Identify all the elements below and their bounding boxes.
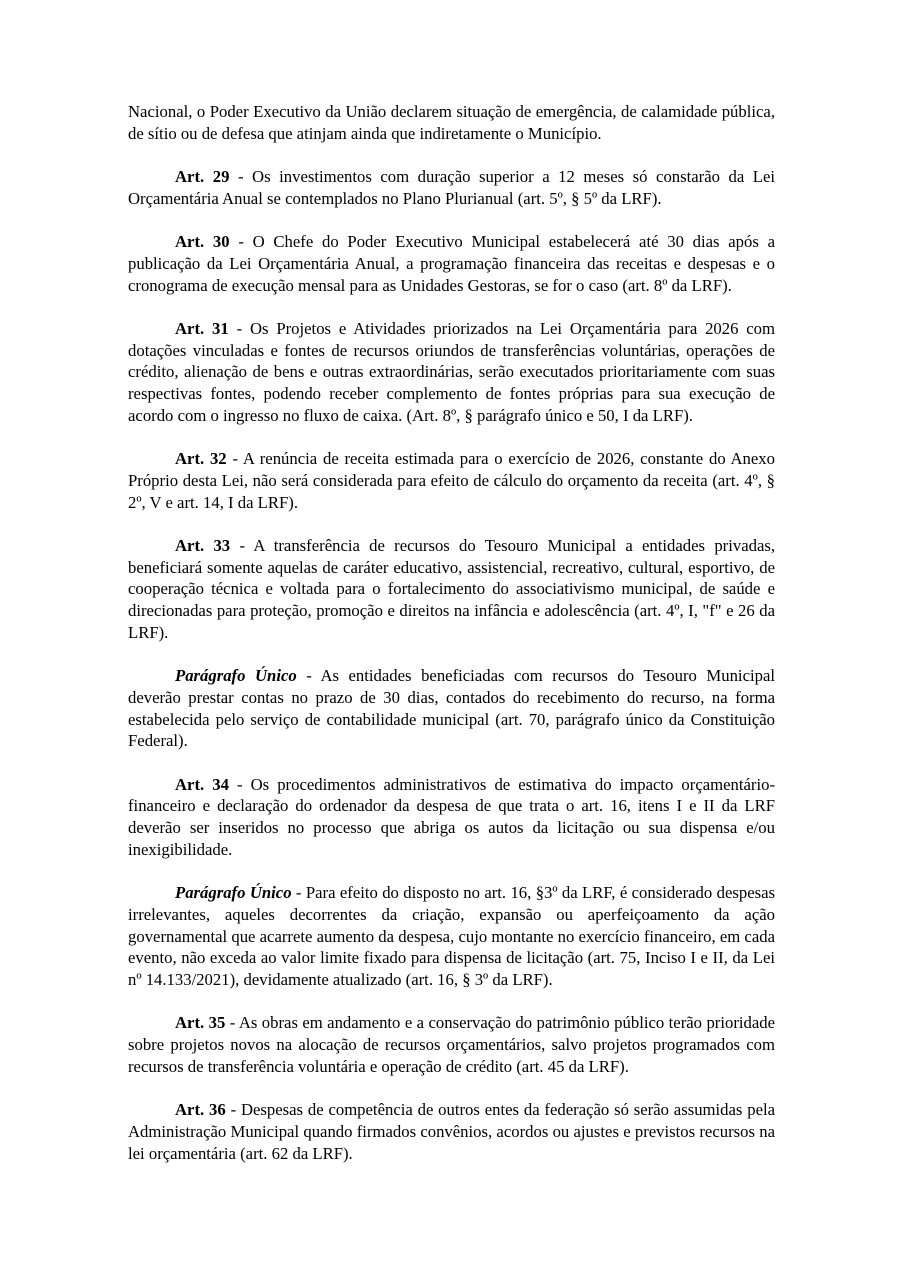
paragraph-paragrafo-unico-1 [128,665,775,752]
paragraph-text: - Os investimentos com duração superior a 12 meses só constarão da Lei Orçamentária Anual se contemplados no Plano Plurianual (art. 5º, § 5º da LRF). [128,167,776,208]
paragraph-art-32 [128,448,775,513]
paragraph-paragrafo-unico-2 [128,882,775,991]
paragraph-art-36 [128,1099,775,1164]
paragraph-text: - Para efeito do disposto no art. 16, §3º da LRF, é considerado despesas irrelevantes, aqueles decorrentes da criação, expansão ou aperfeiçoamento da ação governamental que acarrete aumento da despesa, cujo montante no exercício financeiro, em cada evento, não exceda ao valor limite fixado para dispensa de licitação (art. 75, Inciso I e II, da Lei nº 14.133/2021), devidamente atualizado (art. 16, § 3º da LRF). [128,883,776,989]
article-label-art-32: Art. 32 [175,449,227,469]
paragraph-art-33 [128,535,775,644]
paragraph-art-35 [128,1012,775,1077]
article-label-art-30: Art. 30 [175,232,230,252]
article-label-art-34: Art. 34 [175,774,229,794]
paragraph-text: - Os Projetos e Atividades priorizados na Lei Orçamentária para 2026 com dotações vinculadas e fontes de recursos oriundos de transferências voluntárias, operações de crédito, alienação de bens e outras extraordinárias, serão executados prioritariamente com suas respectivas fontes, podendo receber complemento de fontes próprias para sua execução de acordo com o ingresso no fluxo de caixa. (Art. 8º, § parágrafo único e 50, I da LRF). [128,318,776,425]
paragraph-art-29 [128,166,775,209]
paragrafo-unico-label: Parágrafo Único [175,666,297,686]
paragraph-text: - Despesas de competência de outros entes da federação só serão assumidas pela Administração Municipal quando firmados convênios, acordos ou ajustes e previstos recursos na lei orçamentária (art. 62 da LRF). [128,1100,776,1163]
paragraph-art-34 [128,774,775,861]
paragraph-text: - A renúncia de receita estimada para o exercício de 2026, constante do Anexo Próprio desta Lei, não será considerada para efeito de cálculo do orçamento da receita (art. 4º, § 2º, V e art. 14, I da LRF). [128,449,775,512]
paragraph-text: Nacional, o Poder Executivo da União declarem situação de emergência, de calamidade pública, de sítio ou de defesa que atinjam ainda que indiretamente o Município. [128,102,775,143]
paragraph-text: - As obras em andamento e a conservação do patrimônio público terão prioridade sobre projetos novos na alocação de recursos orçamentários, salvo projetos programados com recursos de transferência voluntária e operação de crédito (art. 45 da LRF). [128,1013,776,1076]
paragraph-text: - O Chefe do Poder Executivo Municipal estabelecerá até 30 dias após a publicação da Lei Orçamentária Anual, a programação financeira das receitas e despesas e o cronograma de execução mensal para as Unidades Gestoras, se for o caso (art. 8º da LRF). [128,232,775,295]
paragraph-text: - A transferência de recursos do Tesouro Municipal a entidades privadas, beneficiará somente aquelas de caráter educativo, assistencial, recreativo, cultural, esportivo, de cooperação técnica e voltada para o fortalecimento do associativismo municipal, de saúde e direcionadas para proteção, promoção e direitos na infância e adolescência (art. 4º, I, "f" e 26 da LRF). [128,535,776,642]
paragraph-art-31 [128,318,775,427]
article-label-art-36: Art. 36 [175,1100,226,1120]
article-label-art-33: Art. 33 [175,535,231,555]
paragrafo-unico-label: Parágrafo Único [175,883,292,903]
article-label-art-31: Art. 31 [175,318,229,338]
paragraph-continuation [128,101,775,144]
paragraph-art-30 [128,231,775,296]
paragraph-text: - Os procedimentos administrativos de estimativa do impacto orçamentário-financeiro e declaração do ordenador da despesa de que trata o art. 16, itens I e II da LRF deverão ser inseridos no processo que abriga os autos da licitação ou sua dispensa e/ou inexigibilidade. [128,774,776,859]
article-label-art-29: Art. 29 [175,167,230,187]
article-label-art-35: Art. 35 [175,1013,226,1033]
paragraph-text: - As entidades beneficiadas com recursos do Tesouro Municipal deverão prestar contas no prazo de 30 dias, contados do recebimento do recurso, na forma estabelecida pelo serviço de contabilidade municipal (art. 70, parágrafo único da Constituição Federal). [128,666,775,751]
